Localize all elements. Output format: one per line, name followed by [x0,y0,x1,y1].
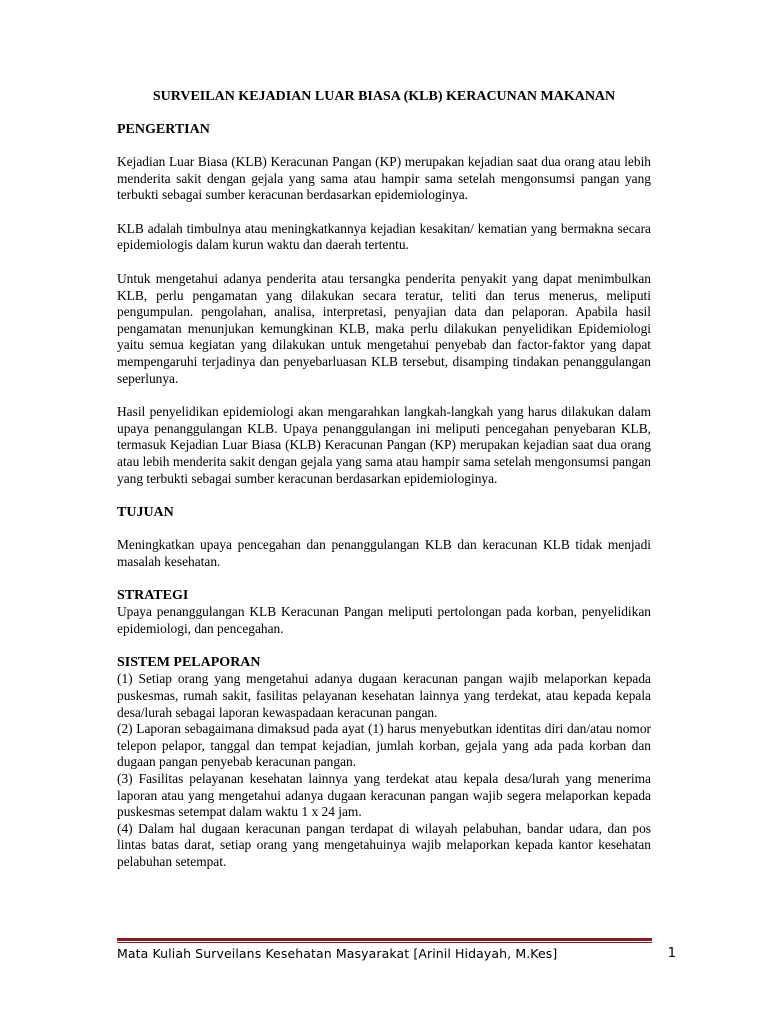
list-item: (1) Setiap orang yang mengetahui adanya dugaan keracunan pangan wajib melaporkan kepada puskesmas, rumah sakit, fasilitas pelayanan kesehatan lainnya yang terdekat, atau kepada kepala desa/lurah sebagai laporan kewaspadaan keracunan pangan. [117,671,651,720]
paragraph-strategi: Upaya penanggulangan KLB Keracunan Pangan meliputi pertolongan pada korban, penyelidikan epidemiologi, dan pencegahan. [117,604,651,636]
heading-tujuan: TUJUAN [117,505,174,521]
heading-sistem-pelaporan: SISTEM PELAPORAN [117,655,261,671]
pelaporan-list [117,671,651,870]
paragraph-pengertian-2: KLB adalah timbulnya atau meningkatkannya kejadian kesakitan/ kematian yang bermakna secara epidemiologis dalam kurun waktu dan daerah tertentu. [117,220,651,253]
paragraph-pengertian-4: Hasil penyelidikan epidemiologi akan mengarahkan langkah-langkah yang harus dilakukan dalam upaya penanggulangan KLB. Upaya penanggulangan ini meliputi pencegahan penyebaran KLB, termasuk Kejadian Luar Biasa (KLB) Keracunan Pangan (KP) merupakan kejadian saat dua orang atau lebih menderita sakit dengan gejala yang sama atau hampir sama setelah mengonsumsi pangan yang terbukti sebagai sumber keracunan berdasarkan epidemiologinya. [117,404,651,486]
page-number: 1 [667,946,676,961]
footer-rule-thin [117,942,652,943]
list-item: (3) Fasilitas pelayanan kesehatan lainnya yang terdekat atau kepala desa/lurah yang menerima laporan atau yang mengetahui adanya dugaan keracunan pangan wajib segera melaporkan kepada puskesmas setempat dalam waktu 1 x 24 jam. [117,771,651,820]
document-title: SURVEILAN KEJADIAN LUAR BIASA (KLB) KERACUNAN MAKANAN [152,89,616,104]
list-item: (2) Laporan sebagaimana dimaksud pada ayat (1) harus menyebutkan identitas diri dan/atau nomor telepon pelapor, tanggal dan tempat kejadian, jumlah korban, gejala yang ada pada korban dan dugaan pangan penyebab keracunan pangan. [117,721,651,770]
heading-strategi: STRATEGI [117,588,189,604]
document-page [117,88,651,871]
list-item: (4) Dalam hal dugaan keracunan pangan terdapat di wilayah pelabuhan, bandar udara, dan pos lintas batas darat, setiap orang yang mengetahuinya wajib melaporkan kepada kantor kesehatan pelabuhan setempat. [117,820,651,869]
paragraph-pengertian-3: Untuk mengetahui adanya penderita atau tersangka penderita penyakit yang dapat menimbulkan KLB, perlu pengamatan yang dilakukan secara teratur, teliti dan terus menerus, meliputi pengumpulan. pengolahan, analisa, interpretasi, penyajian data dan pelaporan. Apabila hasil pengamatan menunjukan kemungkinan KLB, maka perlu dilakukan penyelidikan Epidemiologi yaitu semua kegiatan yang dilakukan untuk mengetahui penyebab dan factor-faktor yang dapat mempengaruhi terjadinya dan penyebarluasan KLB tersebut, disamping tindakan penanggulangan seperlunya. [117,270,651,386]
paragraph-tujuan: Meningkatkan upaya pencegahan dan penanggulangan KLB dan keracunan KLB tidak menjadi masalah kesehatan. [117,537,651,569]
paragraph-pengertian-1: Kejadian Luar Biasa (KLB) Keracunan Pangan (KP) merupakan kejadian saat dua orang atau lebih menderita sakit dengan gejala yang sama atau hampir sama setelah mengonsumsi pangan yang terbukti sebagai sumber keracunan berdasarkan epidemiologinya. [117,154,651,203]
footer-rule-thick [117,938,652,941]
footer-rule [117,938,652,943]
heading-pengertian: PENGERTIAN [117,122,210,137]
footer-text: Mata Kuliah Surveilans Kesehatan Masyarakat [Arinil Hidayah, M.Kes] [117,946,558,961]
